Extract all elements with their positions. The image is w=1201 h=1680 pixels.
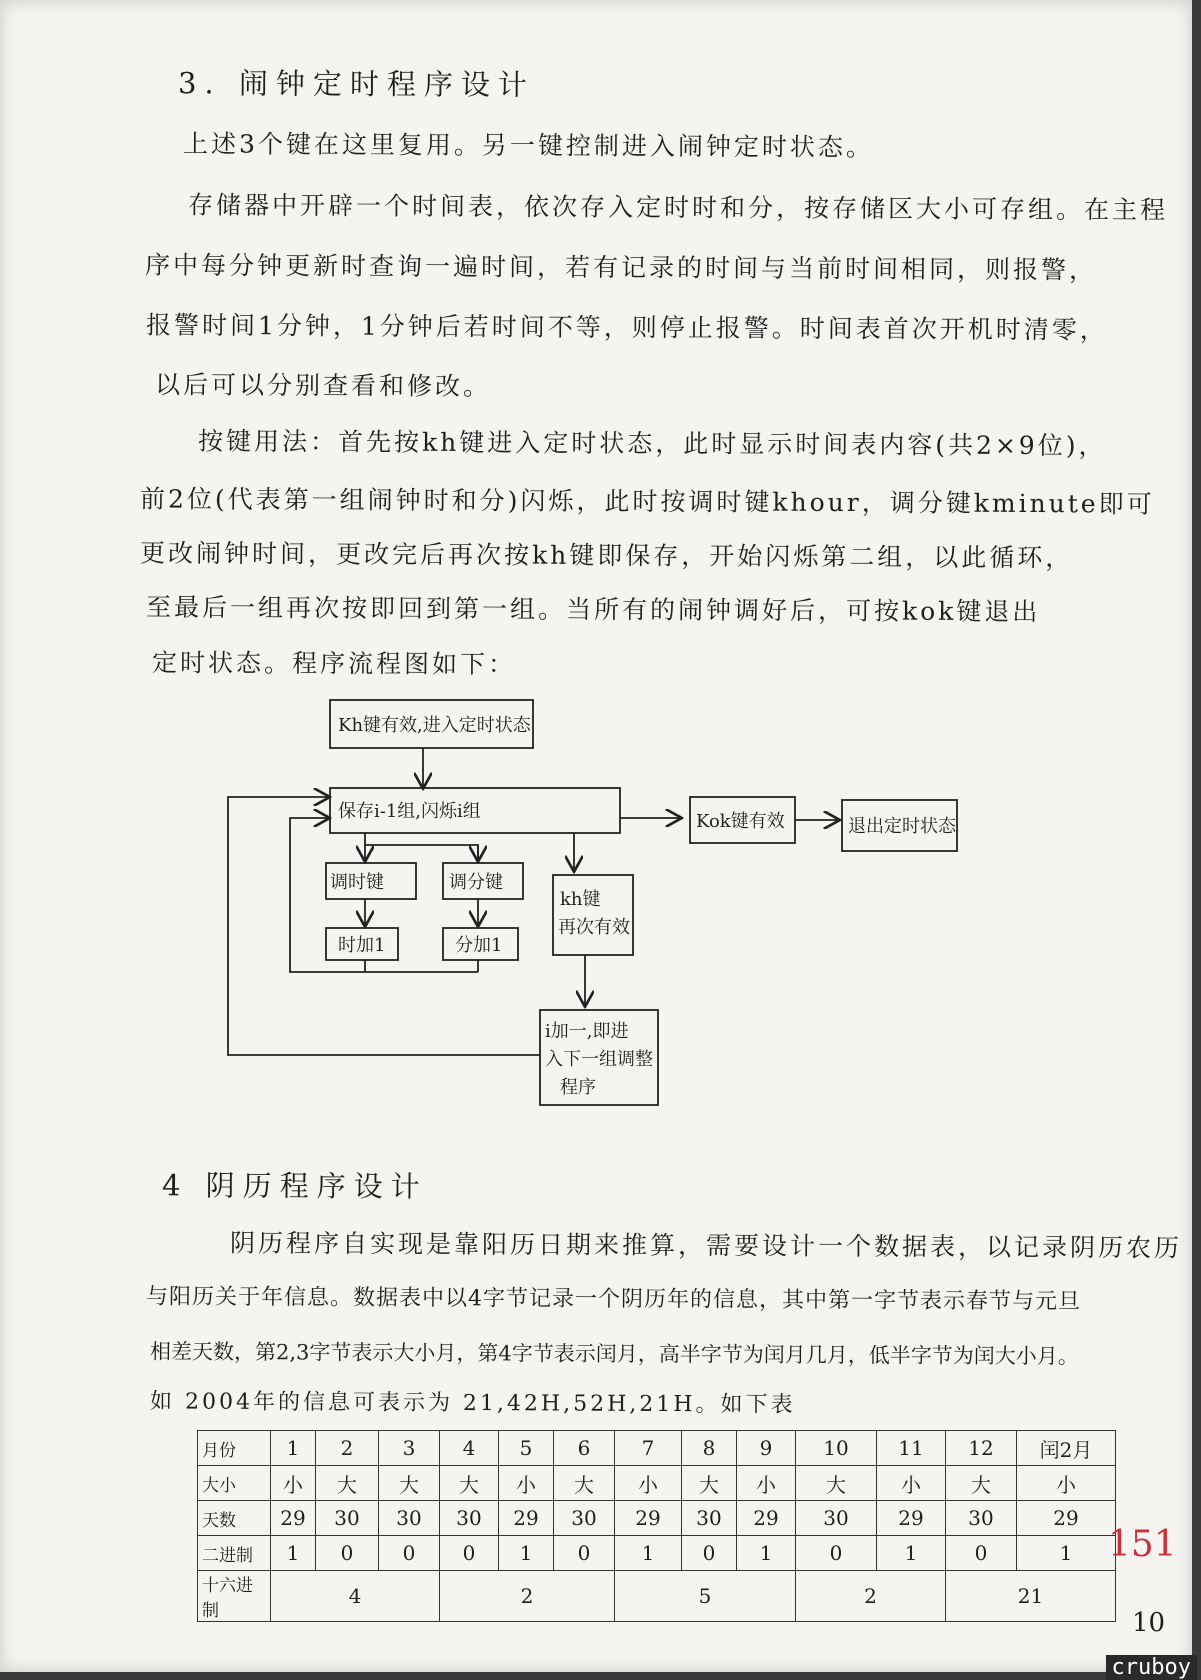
table-cell: 0 <box>796 1536 877 1571</box>
watermark: cruboy <box>1106 1655 1197 1680</box>
table-row <box>198 1536 1116 1571</box>
table-cell: 30 <box>682 1501 737 1536</box>
table-cell: 9 <box>737 1431 796 1466</box>
section3-line-2: 序中每分钟更新时查询一遍时间，若有记录的时间与当前时间相同，则报警， <box>144 250 1098 285</box>
table-cell: 2 <box>316 1431 379 1466</box>
table-cell: 5 <box>615 1571 796 1622</box>
table-cell: 30 <box>316 1501 379 1536</box>
table-row <box>198 1571 1116 1622</box>
table-cell: 30 <box>554 1501 615 1536</box>
table-row <box>198 1501 1116 1536</box>
table-cell: 大 <box>554 1466 615 1501</box>
table-cell: 10 <box>796 1431 877 1466</box>
table-cell: 30 <box>946 1501 1017 1536</box>
table-cell: 30 <box>379 1501 440 1536</box>
table-cell: 小 <box>737 1466 796 1501</box>
table-cell: 0 <box>316 1536 379 1571</box>
page-mark: 151 <box>1108 1524 1177 1565</box>
section4-title: 4 阴历程序设计 <box>161 1168 428 1204</box>
table-cell: 小 <box>499 1466 554 1501</box>
section4-line-0: 阴历程序自实现是靠阳历日期来推算，需要设计一个数据表，以记录阴历农历 <box>229 1228 1183 1263</box>
table-cell: 2 <box>796 1571 946 1622</box>
row-label: 二进制 <box>198 1536 271 1571</box>
save-label: 保存i-1组,闪烁i组 <box>338 801 481 822</box>
section3-line-8: 至最后一组再次按即回到第一组。当所有的闹钟调好后，可按kok键退出 <box>145 592 1041 627</box>
table-cell: 1 <box>877 1536 946 1571</box>
section3-line-4: 以后可以分别查看和修改。 <box>154 370 492 401</box>
table-cell: 7 <box>615 1431 682 1466</box>
lunar-table <box>197 1430 1116 1622</box>
table-cell: 小 <box>877 1466 946 1501</box>
table-cell: 大 <box>379 1466 440 1501</box>
table-cell: 8 <box>682 1431 737 1466</box>
section3-line-0: 上述3个键在这里复用。另一键控制进入闹钟定时状态。 <box>182 129 874 162</box>
table-cell: 大 <box>796 1466 877 1501</box>
table-cell: 30 <box>440 1501 499 1536</box>
table-cell: 0 <box>554 1536 615 1571</box>
table-cell: 30 <box>796 1501 877 1536</box>
table-cell: 1 <box>271 1536 316 1571</box>
page-number: 10 <box>1132 1608 1166 1638</box>
kh-again-label-2: 再次有效 <box>558 917 630 938</box>
table-cell: 小 <box>271 1466 316 1501</box>
table-cell: 29 <box>615 1501 682 1536</box>
table-cell: 1 <box>1017 1536 1116 1571</box>
table-cell: 0 <box>946 1536 1017 1571</box>
section3-line-1: 存储器中开辟一个时间表，依次存入定时时和分，按存储区大小可存组。在主程 <box>187 190 1169 225</box>
table-row <box>198 1466 1116 1501</box>
table-cell: 29 <box>271 1501 316 1536</box>
table-cell: 29 <box>1017 1501 1116 1536</box>
section3-line-5: 按键用法：首先按kh键进入定时状态，此时显示时间表内容(共2×9位)， <box>197 426 1107 461</box>
next-group-label-3: 程序 <box>560 1077 596 1098</box>
table-cell: 29 <box>499 1501 554 1536</box>
table-cell: 2 <box>440 1571 615 1622</box>
table-cell: 11 <box>877 1431 946 1466</box>
table-cell: 29 <box>737 1501 796 1536</box>
adj-hour-label: 调时键 <box>330 872 384 893</box>
next-group-label-1: i加一,即进 <box>545 1021 629 1042</box>
table-cell: 29 <box>877 1501 946 1536</box>
adj-min-label: 调分键 <box>449 872 503 893</box>
table-cell: 5 <box>499 1431 554 1466</box>
table-cell: 0 <box>379 1536 440 1571</box>
row-label: 月份 <box>198 1431 271 1466</box>
table-cell: 大 <box>440 1466 499 1501</box>
row-label: 大小 <box>198 1466 271 1501</box>
row-label: 天数 <box>198 1501 271 1536</box>
kh-again-label-1: kh键 <box>560 889 601 910</box>
table-cell: 1 <box>499 1536 554 1571</box>
next-group-label-2: 入下一组调整 <box>545 1049 653 1070</box>
table-cell: 6 <box>554 1431 615 1466</box>
section4-line-3: 如 2004年的信息可表示为 21,42H,52H,21H。如下表 <box>149 1389 796 1418</box>
section3-line-7: 更改闹钟时间，更改完后再次按kh键即保存，开始闪烁第二组，以此循环， <box>139 538 1074 573</box>
table-cell: 大 <box>946 1466 1017 1501</box>
hour-inc-label: 时加1 <box>338 935 386 956</box>
kh-again-box <box>553 875 633 955</box>
table-row <box>198 1431 1116 1466</box>
section3-title: 3. 闹钟定时程序设计 <box>177 66 535 102</box>
table-cell: 大 <box>682 1466 737 1501</box>
table-cell: 0 <box>682 1536 737 1571</box>
exit-label: 退出定时状态 <box>848 816 956 837</box>
section4-line-1: 与阳历关于年信息。数据表中以4字节记录一个阴历年的信息，其中第一字节表示春节与元旦 <box>145 1284 1082 1315</box>
table-cell: 1 <box>615 1536 682 1571</box>
table-cell: 1 <box>737 1536 796 1571</box>
kok-label: Kok键有效 <box>696 811 785 832</box>
table-cell: 闰2月 <box>1017 1431 1116 1466</box>
table-cell: 3 <box>379 1431 440 1466</box>
section3-line-6: 前2位(代表第一组闹钟时和分)闪烁，此时按调时键khour，调分键kminute即可 <box>139 484 1155 519</box>
start-label: Kh键有效,进入定时状态 <box>338 715 531 736</box>
section4-line-2: 相差天数，第2,3字节表示大小月，第4字节表示闰月，高半字节为闰月几月，低半字节为闰大小月。 <box>149 1339 1079 1369</box>
section3-line-3: 报警时间1分钟，1分钟后若时间不等，则停止报警。时间表首次开机时清零， <box>145 310 1108 345</box>
table-cell: 12 <box>946 1431 1017 1466</box>
row-label: 十六进制 <box>198 1571 271 1622</box>
table-cell: 4 <box>440 1431 499 1466</box>
table-cell: 4 <box>271 1571 440 1622</box>
table-cell: 0 <box>440 1536 499 1571</box>
table-cell: 小 <box>615 1466 682 1501</box>
table-cell: 小 <box>1017 1466 1116 1501</box>
section3-line-9: 定时状态。程序流程图如下： <box>151 648 517 679</box>
table-cell: 21 <box>946 1571 1116 1622</box>
min-inc-label: 分加1 <box>455 935 503 956</box>
table-cell: 1 <box>271 1431 316 1466</box>
table-cell: 大 <box>316 1466 379 1501</box>
